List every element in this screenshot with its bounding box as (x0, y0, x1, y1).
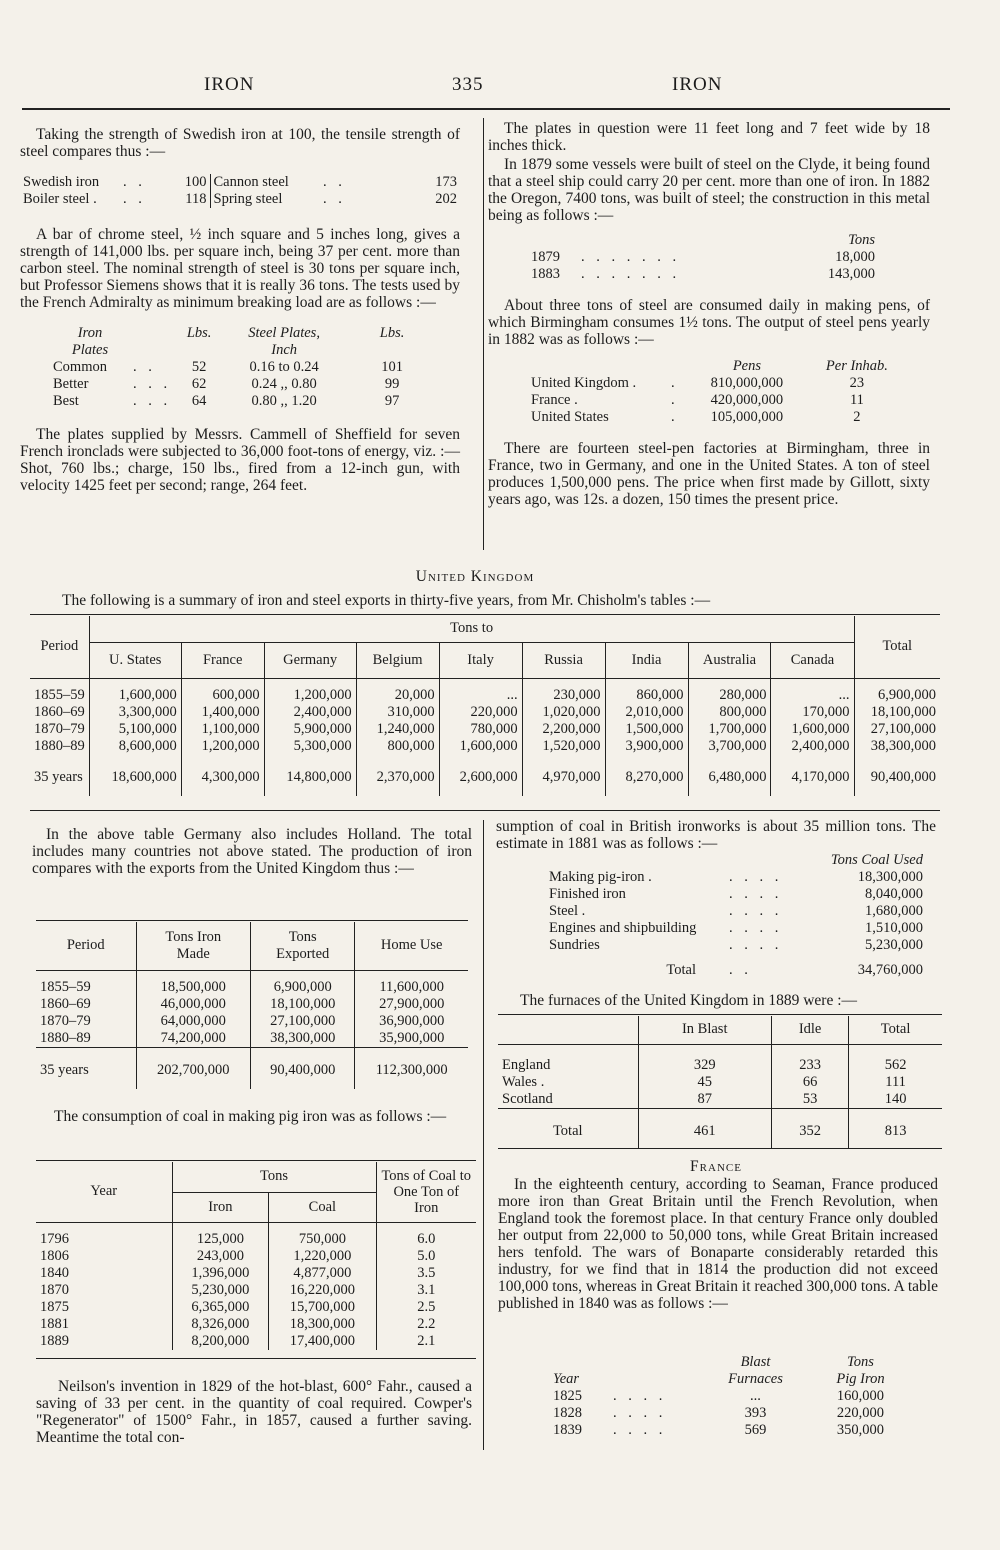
left-top-column (20, 126, 460, 508)
paragraph-block (36, 1378, 472, 1460)
table-row: 1828 . . . . 393 220,000 (553, 1405, 885, 1421)
table-row: Engines and shipbuilding . . . . 1,510,000 (549, 920, 923, 936)
table-row: 1870 5,230,000 16,220,000 3.1 (36, 1282, 476, 1299)
table-row: 1870–79 64,000,000 27,100,000 36,900,000 (36, 1013, 468, 1030)
table-row: 1860–69 46,000,000 18,100,000 27,900,000 (36, 996, 468, 1013)
coal-used-table: Tons Coal Used Making pig-iron . . . . . 18,300,000 Finished iron . . . . 8,040,000 Steel . . . . . 1,680,000 Engines and shipbuilding . . . . 1,510,000 Sundries . . . . 5,230,000 Total . . 34,760,000 (546, 852, 926, 979)
table-row: Sundries . . . . 5,230,000 (549, 937, 923, 953)
table-row: Total . . 34,760,000 (666, 962, 923, 978)
paragraph: A bar of chrome steel, ½ inch square and 5 inches long, gives a strength of 141,000 lbs. per square inch, being 37 per cent. more than carbon steel. The nominal strength of steel is 30 tons per square inch, but Professor Siemens shows that it is really 36 tons. The tests used by the French Admiralty as minimum breaking load are as follows :— (20, 226, 460, 311)
table-row: Wales . 45 66 111 (498, 1074, 942, 1091)
table-row: 1806 243,000 1,220,000 5.0 (36, 1248, 476, 1265)
table-row: England 329 233 562 (498, 1044, 942, 1074)
table-row: 1880–89 74,200,000 38,300,000 35,900,000 (36, 1030, 468, 1048)
paragraph-block (498, 1176, 938, 1314)
right-top-column (488, 120, 930, 522)
paragraph: The plates supplied by Messrs. Cammell of Sheffield for seven French ironclads were subjected to 36,000 foot-tons of energy, viz. :—Shot, 760 lbs.; charge, 150 lbs., fired from a 12-inch gun, with velocity 1425 feet per second; range, 264 feet. (20, 426, 460, 494)
paragraph: Neilson's invention in 1829 of the hot-blast, 600° Fahr., caused a saving of 33 per cent. in the quantity of coal required. Cowper's "Regenerator" of 1500° Fahr., in 1857, caused a further saving. Meantime the total con- (36, 1378, 472, 1446)
paragraph: The furnaces of the United Kingdom in 1889 were :— (520, 992, 858, 1009)
table-row: Total 461 352 813 (498, 1108, 942, 1148)
paragraph: There are fourteen steel-pen factories at Birmingham, three in France, two in Germany, and one in the United States. A ton of steel produces 1,500,000 pens. The price when first made by Gillott, sixty years ago, was 12s. a dozen, 150 times the present price. (488, 440, 930, 508)
left-bottom-column (32, 826, 472, 891)
table-row: Better . . . 62 0.24 ,, 0.80 99 (53, 376, 400, 392)
table-rule (30, 614, 940, 615)
production-table: Period Tons Iron Made Tons Exported Home Use 1855–59 18,500,000 6,900,000 11,600,000 1860–69 46,000,000 18,100,000 27,900,000 1870–79 64,000,000 27,100,000 36,900,000 1880–89 74,200,000 38,300,000 35,900,000 35 years 202,700,000 90,400,000 112,300,000 (36, 922, 468, 1089)
table-rule (36, 1160, 476, 1161)
table-row: 1889 8,200,000 17,400,000 2.1 (36, 1333, 476, 1350)
table-row: 35 years 18,600,000 4,300,000 14,800,000 2,370,000 2,600,000 4,970,000 8,270,000 6,480,000 4,170,000 90,400,000 (30, 755, 940, 796)
paragraph: The following is a summary of iron and steel exports in thirty-five years, from Mr. Chisholm's tables :— (62, 592, 711, 609)
table-rule (498, 1148, 942, 1149)
paragraph-block (36, 1108, 472, 1139)
table-row: United Kingdom . . 810,000,000 23 (531, 375, 865, 391)
paragraph: In 1879 some vessels were built of steel on the Clyde, it being found that a steel ship could carry 20 per cent. more than one of iron. In 1882 the Oregon, 7400 tons, was built of steel; the construction in this metal being as follows :— (488, 156, 930, 224)
table-row: 1796 125,000 750,000 6.0 (36, 1222, 476, 1248)
table-row: 1840 1,396,000 4,877,000 3.5 (36, 1265, 476, 1282)
table-row: 35 years 202,700,000 90,400,000 112,300,000 (36, 1047, 468, 1089)
table-row: Swedish iron . . 100 Cannon steel . . 173 (23, 174, 457, 190)
table-row: 1881 8,326,000 18,300,000 2.2 (36, 1316, 476, 1333)
page-number: 335 (452, 74, 484, 95)
table-row: France . . 420,000,000 11 (531, 392, 864, 408)
table-row: 1860–69 3,300,000 1,400,000 2,400,000 310,000 220,000 1,020,000 2,010,000 800,000 170,000 18,100,000 (30, 704, 940, 721)
table-row: 1855–59 1,600,000 600,000 1,200,000 20,000 ... 230,000 860,000 280,000 ... 6,900,000 (30, 678, 940, 704)
table-row: Common . . 52 0.16 to 0.24 101 (53, 359, 403, 375)
table-row: United States . 105,000,000 2 (531, 409, 861, 425)
column-divider-bottom (483, 820, 484, 1450)
paragraph: In the above table Germany also includes Holland. The total includes many countries not above stated. The production of iron compares with the exports from the United Kingdom thus :— (32, 826, 472, 877)
france-table: Blast Tons Year Furnaces Pig Iron 1825 . . . . ... 160,000 1828 . . . . 393 220,000 1839 . . . . 569 350,000 (550, 1354, 910, 1439)
section-heading: United Kingdom (415, 568, 535, 585)
table-row: Finished iron . . . . 8,040,000 (549, 886, 923, 902)
table-row: Best . . . 64 0.80 ,, 1.20 97 (53, 393, 400, 409)
table-rule (498, 1014, 942, 1015)
paragraph: sumption of coal in British ironworks is about 35 million tons. The estimate in 1881 was as follows :— (496, 818, 936, 852)
paragraph: About three tons of steel are consumed daily in making pens, of which Birmingham consumes 1½ tons. The output of steel pens yearly in 1882 was as follows :— (488, 297, 930, 348)
coal-table: Year Tons Tons of Coal to One Ton of Iron Iron Coal 1796 125,000 750,000 6.0 1806 243,000 1,220,000 5.0 1840 1,396,000 4,877,000 3.5 1870 5,230,000 16,220,000 3.1 1875 6,365,000 15,700,000 2.5 1881 8,326,000 18,300,000 2.2 1889 8,200,000 17,400,000 2.1 (36, 1162, 476, 1350)
plates-table: Iron Lbs. Steel Plates, Lbs. Plates Inch Common . . 52 0.16 to 0.24 101 Better . . . 62 0.24 ,, 0.80 99 Best . . . 64 0.80 ,, 1.20 97 (50, 325, 440, 410)
section-heading: France (690, 1158, 742, 1175)
table-row: Scotland 87 53 140 (498, 1091, 942, 1109)
table-rule (36, 920, 468, 921)
table-row: 1855–59 18,500,000 6,900,000 11,600,000 (36, 970, 468, 996)
running-head-left: IRON (204, 74, 255, 95)
running-head-right: IRON (672, 74, 723, 95)
column-divider-top (483, 118, 484, 550)
table-row: 1875 6,365,000 15,700,000 2.5 (36, 1299, 476, 1316)
paragraph: The consumption of coal in making pig iron was as follows :— (54, 1108, 447, 1125)
paragraph: The plates in question were 11 feet long and 7 feet wide by 18 inches thick. (488, 120, 930, 154)
exports-table: Period Tons to Total U. States France Germany Belgium Italy Russia India Australia Canada 1855–59 1,600,000 600,000 1,200,000 20,000 ... 230,000 860,000 280,000 ... 6,900,000 1860–69 3,300,000 1,400,000 2,400,000 310,000 220,000 1,020,000 2,010,000 800,000 170,000 18,100,000 1870–79 5,100,000 1,100,000 5,900,000 1,240,000 780,000 2,200,000 1,500,000 1,700,000 1,600,000 27,100,000 1880–89 8,600,000 1,200,000 5,300,000 800,000 1,600,000 1,520,000 3,900,000 3,700,000 2,400,000 38,300,000 35 years 18,600,000 4,300,000 14,800,000 2,370,000 2,600,000 4,970,000 8,270,000 6,480,000 4,170,000 90,400,000 (30, 616, 940, 796)
table-row: 1879 . . . . . . . 18,000 (531, 249, 875, 265)
table-row: 1883 . . . . . . . 143,000 (531, 266, 875, 282)
paragraph: In the eighteenth century, according to Seaman, France produced more iron than Great Britain until the French Revolution, when England took the foremost place. In that century France only doubled her output from 22,000 to 50,000 tons, while Great Britain increased hers tenfold. The wars of Bonaparte considerably retarded this industry, for we find that in 1814 the production did not exceed 100,000 tons, whereas in Great Britain it reached 300,000 tons. A table published in 1840 was as follows :— (498, 1176, 938, 1312)
header-rule (22, 108, 950, 110)
table-row: 1870–79 5,100,000 1,100,000 5,900,000 1,240,000 780,000 2,200,000 1,500,000 1,700,000 1,600,000 27,100,000 (30, 721, 940, 738)
table-rule (36, 1358, 476, 1359)
furnaces-table: In Blast Idle Total England 329 233 562 Wales . 45 66 111 Scotland 87 53 140 Total 461 352 813 (498, 1016, 942, 1148)
table-row: Steel . . . . . 1,680,000 (549, 903, 923, 919)
table-row: Making pig-iron . . . . . 18,300,000 (549, 869, 923, 885)
table-row: 1880–89 8,600,000 1,200,000 5,300,000 800,000 1,600,000 1,520,000 3,900,000 3,700,000 2,400,000 38,300,000 (30, 738, 940, 755)
pens-table: Pens Per Inhab. United Kingdom . . 810,000,000 23 France . . 420,000,000 11 United States . 105,000,000 2 (528, 358, 908, 426)
table-rule (30, 810, 940, 811)
ships-table: Tons 1879 . . . . . . . 18,000 1883 . . . . . . . 143,000 (528, 232, 878, 283)
table-row: Boiler steel . . . 118 Spring steel . . 202 (23, 191, 457, 207)
table-row: 1825 . . . . ... 160,000 (553, 1388, 885, 1404)
strength-table (20, 174, 460, 208)
right-bottom-column (496, 818, 936, 854)
table-row: 1839 . . . . 569 350,000 (553, 1422, 885, 1438)
paragraph: Taking the strength of Swedish iron at 100, the tensile strength of steel compares thus :— (20, 126, 460, 160)
